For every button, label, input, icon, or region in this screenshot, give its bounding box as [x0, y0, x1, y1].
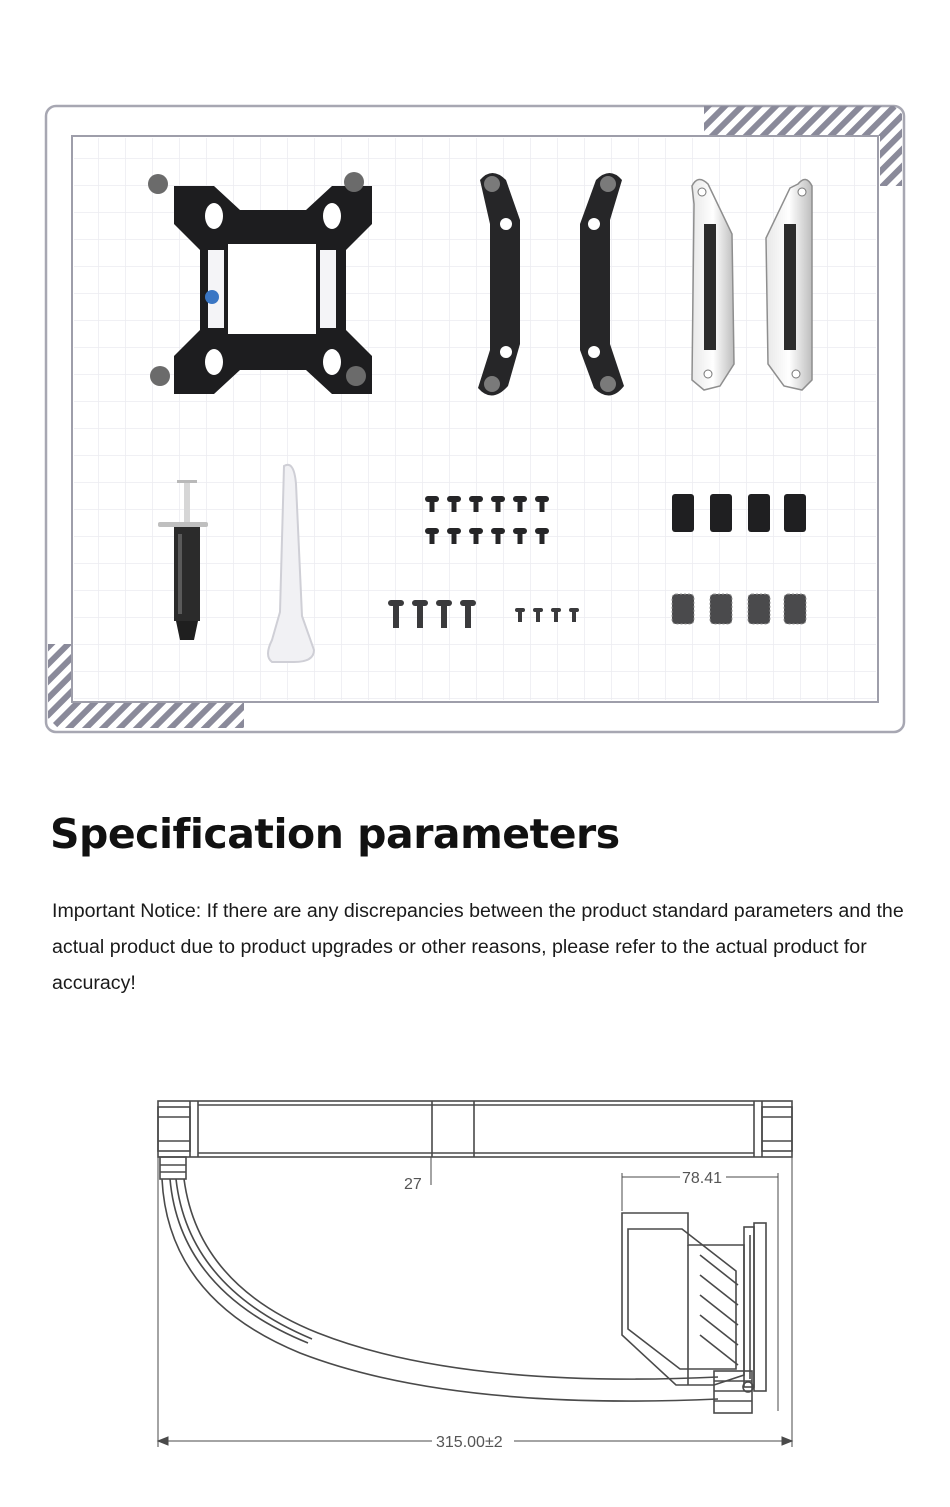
accessories-panel — [44, 104, 906, 734]
important-notice: Important Notice: If there are any discrepancies between the product standard parameters and the actual product due to product upgrades or other reasons, please refer to the actual product for accuracy! — [52, 900, 904, 994]
dimension-total-length — [158, 1157, 792, 1447]
pump-width-value: 78.41 — [682, 1170, 723, 1187]
dimension-thickness — [404, 1157, 431, 1193]
thickness-value: 27 — [404, 1176, 422, 1193]
dimension-drawing — [140, 1085, 810, 1475]
radiator-outline — [158, 1101, 792, 1157]
section-title: Specification parameters — [50, 810, 620, 858]
total-length-value: 315.00±2 — [436, 1434, 503, 1451]
pump-block-outline — [622, 1213, 766, 1413]
